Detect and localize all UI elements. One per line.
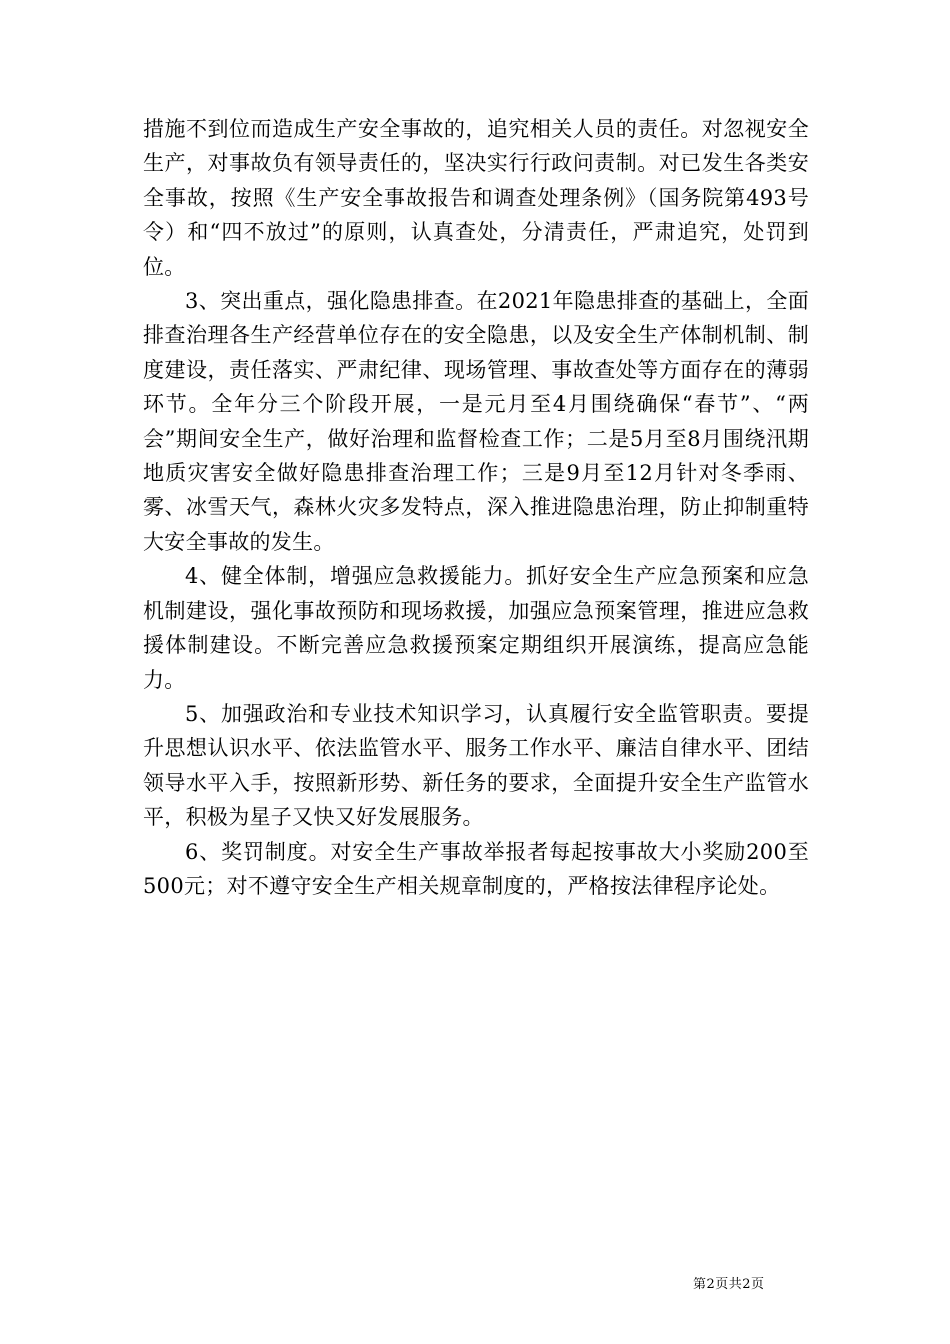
paragraph-item-3: 3、突出重点，强化隐患排查。在2021年隐患排查的基础上，全面排查治理各生产经营单位存在的安全隐患，以及安全生产体制机制、制度建设，责任落实、严肃纪律、现场管理、事故查处等方面存在的薄弱环节。全年分三个阶段开展，一是元月至4月围绕确保“春节”、“两会”期间安全生产，做好治理和监督检查工作；二是5月至8月围绕汛期地质灾害安全做好隐患排查治理工作；三是9月至12月针对冬季雨、雾、冰雪天气，森林火灾多发特点，深入推进隐患治理，防止抑制重特大安全事故的发生。 [143, 289, 809, 554]
paragraph-item-6: 6、奖罚制度。对安全生产事故举报者每起按事故大小奖励200至500元；对不遵守安全生产相关规章制度的，严格按法律程序论处。 [143, 839, 809, 898]
paragraph-item-5: 5、加强政治和专业技术知识学习，认真履行安全监管职责。要提升思想认识水平、依法监管水平、服务工作水平、廉洁自律水平、团结领导水平入手，按照新形势、新任务的要求，全面提升安全生产监管水平，积极为星子又快又好发展服务。 [143, 701, 809, 830]
paragraph-continuation: 措施不到位而造成生产安全事故的，追究相关人员的责任。对忽视安全生产，对事故负有领导责任的，坚决实行行政问责制。对已发生各类安全事故，按照《生产安全事故报告和调查处理条例》（国务院第493号令）和“四不放过”的原则，认真查处，分清责任，严肃追究，处罚到位。 [143, 117, 809, 279]
page-number-footer: 第2页共2页 [693, 1277, 765, 1292]
paragraph-item-4: 4、健全体制，增强应急救援能力。抓好安全生产应急预案和应急机制建设，强化事故预防和现场救援，加强应急预案管理，推进应急救援体制建设。不断完善应急救援预案定期组织开展演练，提高应急能力。 [143, 564, 809, 692]
document-body [143, 112, 809, 903]
